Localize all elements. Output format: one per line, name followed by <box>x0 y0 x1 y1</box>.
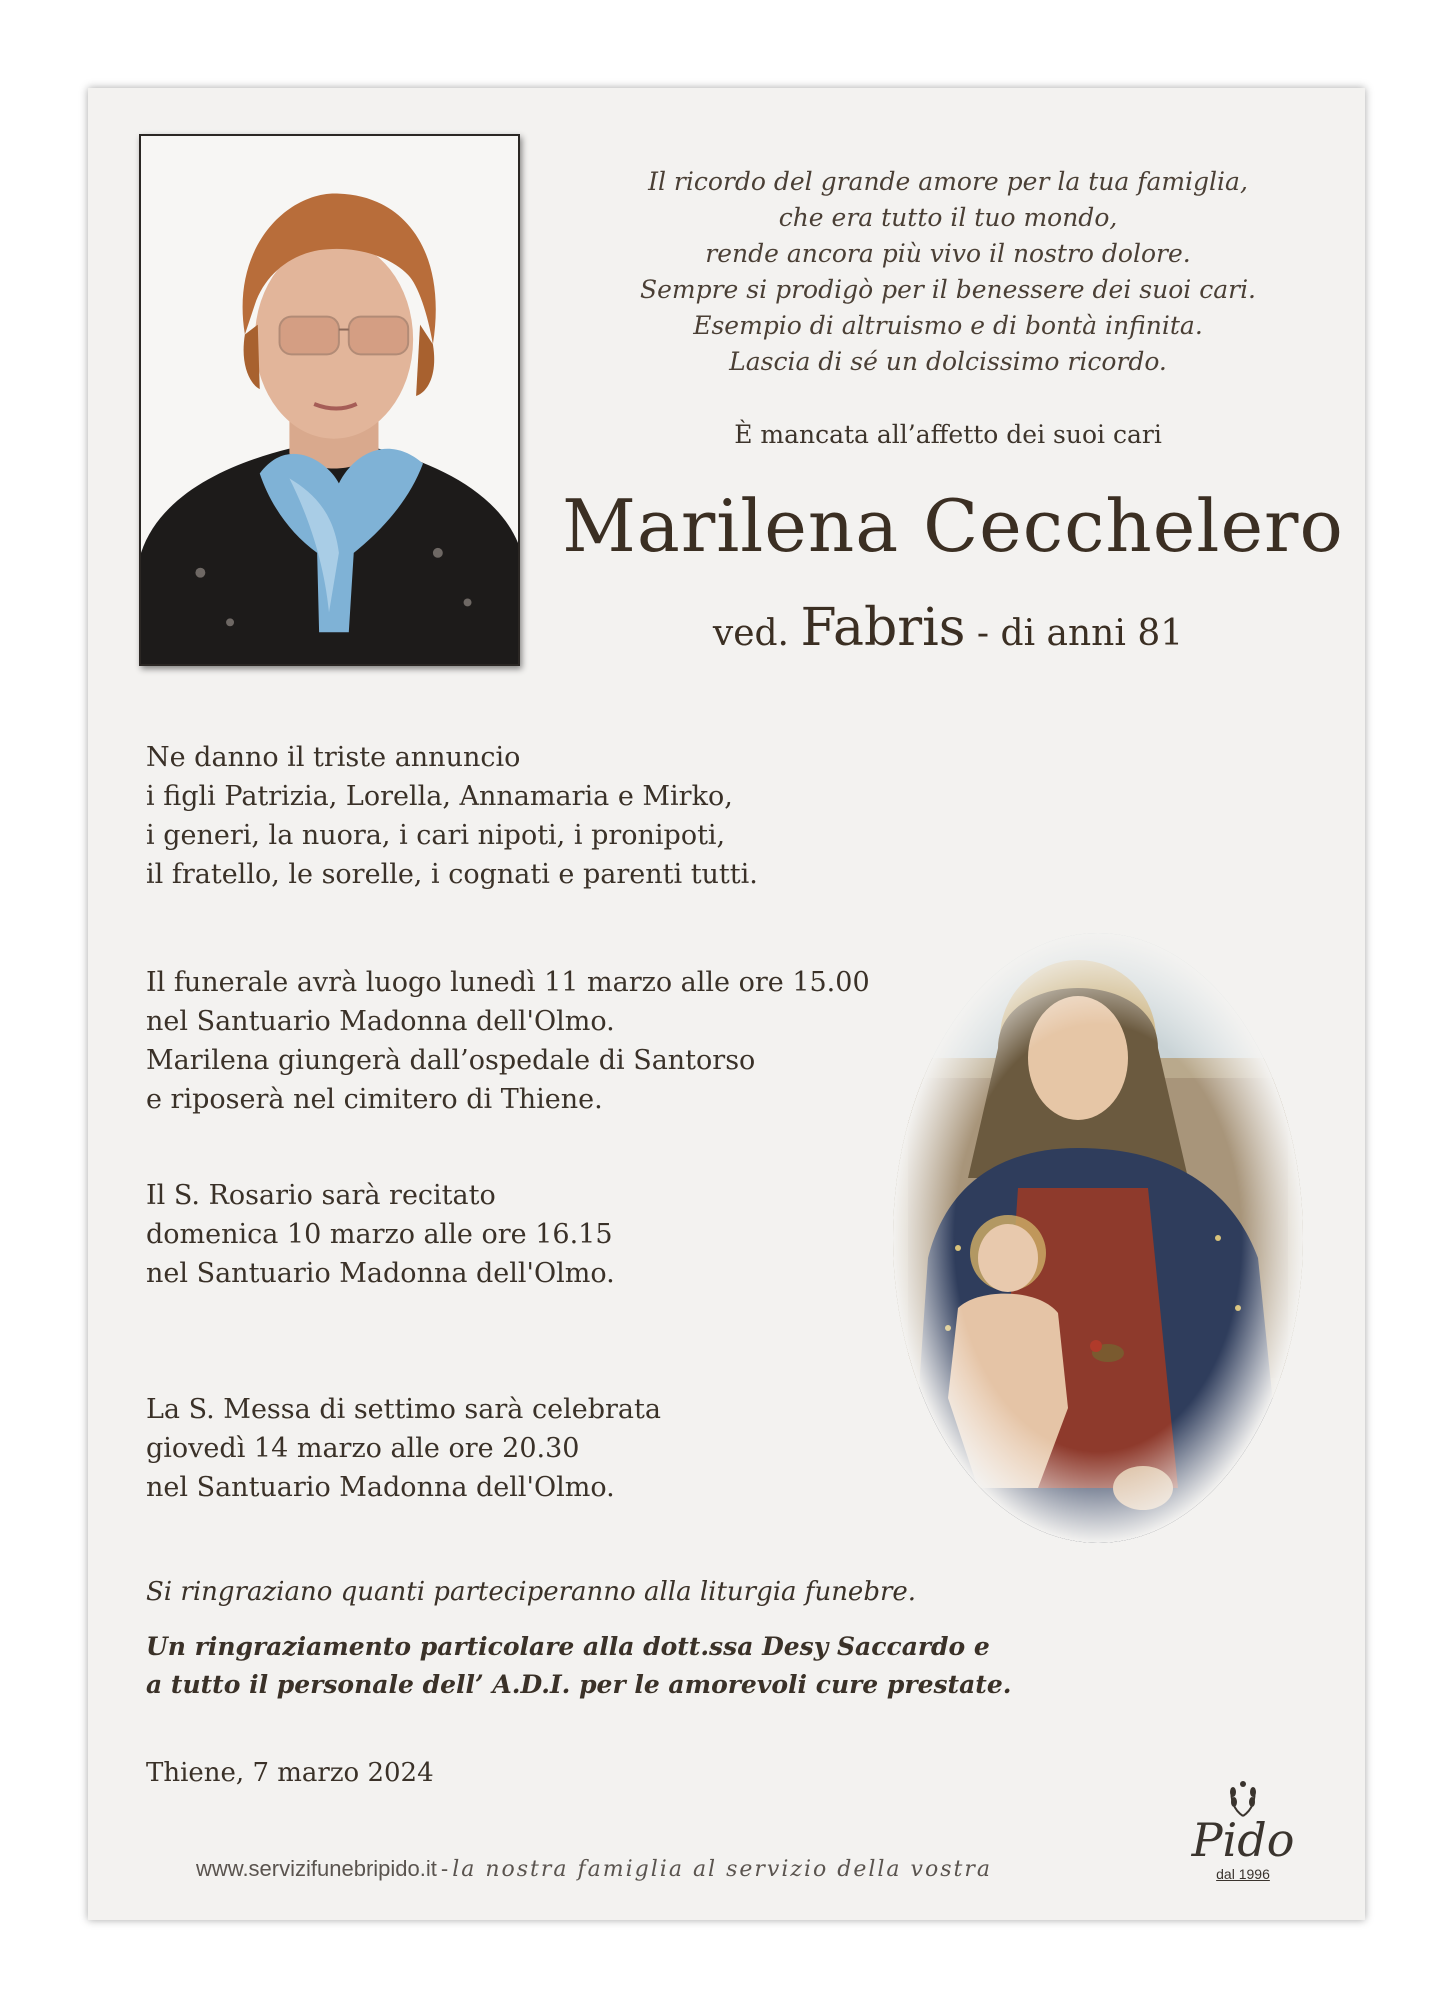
married-name-line <box>558 598 1338 658</box>
dateline: Thiene, 7 marzo 2024 <box>146 1758 434 1788</box>
footer-separator: - <box>440 1856 449 1881</box>
announcement-line: i generi, la nuora, i cari nipoti, i pronipoti, <box>146 820 726 851</box>
laurel-wreath-icon <box>1226 1778 1260 1818</box>
poem-line: Lascia di sé un dolcissimo ricordo. <box>729 347 1167 376</box>
funeral-line: e riposerà nel cimitero di Thiene. <box>146 1084 603 1115</box>
madonna-and-child-painting <box>888 928 1308 1548</box>
portrait-photo <box>139 134 520 666</box>
pido-logo <box>1178 1778 1308 1898</box>
general-thanks: Si ringraziano quanti parteciperanno alla liturgia funebre. <box>146 1577 917 1607</box>
poem-line: Il ricordo del grande amore per la tua famiglia, <box>648 167 1248 196</box>
married-name: Fabris <box>800 598 966 658</box>
website-link[interactable]: www.servizifunebripido.it <box>196 1856 437 1881</box>
special-thanks <box>146 1628 1011 1704</box>
mass-line: nel Santuario Madonna dell'Olmo. <box>146 1472 615 1503</box>
obituary-sheet <box>88 88 1365 1920</box>
announcement-block <box>146 738 758 894</box>
mass-block <box>146 1390 661 1507</box>
deceased-name: Marilena Cecchelero <box>562 484 1344 568</box>
funeral-line: Marilena giungerà dall’ospedale di Santorso <box>146 1045 756 1076</box>
funeral-line: nel Santuario Madonna dell'Olmo. <box>146 1006 615 1037</box>
rosary-line: domenica 10 marzo alle ore 16.15 <box>146 1219 613 1250</box>
mass-line: giovedì 14 marzo alle ore 20.30 <box>146 1433 580 1464</box>
mass-line: La S. Messa di settimo sarà celebrata <box>146 1394 661 1425</box>
footer <box>196 1856 992 1882</box>
rosary-line: Il S. Rosario sarà recitato <box>146 1180 496 1211</box>
poem-line: Esempio di altruismo e di bontà infinita. <box>693 311 1203 340</box>
intro-text: È mancata all’affetto dei suoi cari <box>734 420 1162 449</box>
announcement-line: Ne danno il triste annuncio <box>146 742 521 773</box>
special-thanks-line: Un ringraziamento particolare alla dott.ssa Desy Saccardo e <box>146 1632 990 1661</box>
announcement-line: i figli Patrizia, Lorella, Annamaria e Mirko, <box>146 781 733 812</box>
poem-line: Sempre si prodigò per il benessere dei suoi cari. <box>639 275 1257 304</box>
poem-line: rende ancora più vivo il nostro dolore. <box>705 239 1191 268</box>
madonna-illustration <box>888 928 1308 1548</box>
memorial-poem <box>558 164 1338 380</box>
logo-since: dal 1996 <box>1216 1866 1270 1882</box>
funeral-line: Il funerale avrà luogo lunedì 11 marzo alle ore 15.00 <box>146 967 870 998</box>
special-thanks-line: a tutto il personale dell’ A.D.I. per le amorevoli cure prestate. <box>146 1670 1012 1699</box>
footer-tagline: la nostra famiglia al servizio della vostra <box>452 1857 992 1882</box>
announcement-line: il fratello, le sorelle, i cognati e parenti tutti. <box>146 859 758 890</box>
funeral-block <box>146 963 870 1119</box>
rosary-block <box>146 1176 615 1293</box>
poem-line: che era tutto il tuo mondo, <box>778 203 1118 232</box>
ved-label: ved. <box>712 613 789 654</box>
rosary-line: nel Santuario Madonna dell'Olmo. <box>146 1258 615 1289</box>
age-text: - di anni 81 <box>976 613 1184 654</box>
portrait-illustration <box>141 136 518 664</box>
logo-brand: Pido <box>1191 1813 1295 1867</box>
